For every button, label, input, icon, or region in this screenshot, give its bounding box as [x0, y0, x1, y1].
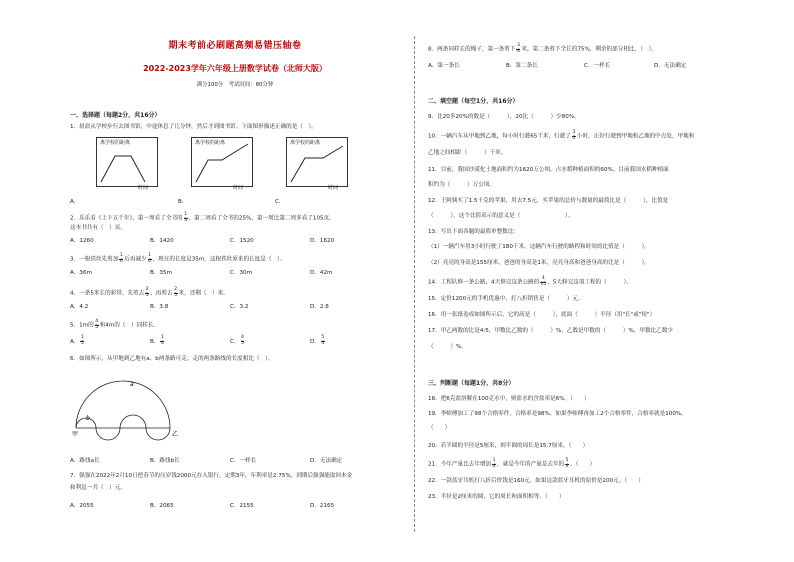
q1-graph-a — [96, 137, 158, 191]
q12-line2: （ ），这个比值表示的意义是（ ）。 — [428, 213, 574, 219]
exam-subtitle: 2022-2023学年六年级上册数学试卷（北师大版） — [143, 64, 327, 73]
graph-axis-label: 时间 — [233, 185, 244, 191]
q3-option-b[interactable]: B．35m — [150, 270, 172, 276]
q19-line2: （ ） — [428, 425, 451, 431]
q5-option-d[interactable]: D． $\frac{5}{4}$ — [310, 335, 325, 346]
q7-line2: 和利息一共（ ）元。 — [70, 485, 126, 491]
q1-option-b[interactable]: B． — [178, 199, 188, 205]
q8-option-b[interactable]: B．第二条长 — [506, 63, 538, 69]
graph-c-line — [291, 146, 343, 182]
q23-text: 23．半径是2厘米的圆，它的周长和面积相等。（ ） — [428, 494, 565, 500]
q6-option-c[interactable]: C．一样长 — [230, 458, 257, 464]
graph-b-line — [196, 144, 248, 182]
q14-text: 14．工程队修一条公路，4天修完这条公路的 $\frac{4}{15}$ ，5天修完这项工程的（ ）。 — [428, 276, 632, 287]
q22-text: 22．一款蓝牙耳机打八折后价钱是160元，如果这款蓝牙耳机的原价是200元。（ ） — [428, 478, 644, 484]
q10-fraction: $\frac{3}{5}$ — [572, 130, 576, 141]
q4-option-d[interactable]: D．2.8 — [310, 304, 329, 310]
q6-route-diagram — [72, 370, 182, 452]
q6-option-d[interactable]: D．无法确定 — [310, 458, 343, 464]
q5-option-b[interactable]: B． $\frac{1}{4}$ — [150, 335, 164, 346]
q7-line1: 7．强强在2022年2月10日把春节的压岁钱2000元存入银行，定期3年，年利率是2.75%，到期后强强能取回本金 — [70, 473, 353, 479]
q7-option-a[interactable]: A．2055 — [70, 503, 94, 509]
q2-option-c[interactable]: C．1520 — [230, 238, 254, 244]
q4-text: 4．一条5米长的彩带，先剪去 $\frac{2}{5}$ ，再剪去 $\frac{2}{5}$ 米，还剩（ ）米。 — [70, 287, 229, 298]
q3-text: 3．一根铁丝先剪加 $\frac{1}{6}$ 后再减少 $\frac{1}{6}$ ，现在的长度是35m，这根铁丝原来的长度是（ ）。 — [70, 253, 286, 264]
q15-text: 15．定价1200元的手机优惠中，打八折销售是（ ）元。 — [428, 296, 584, 302]
q17-line2: （ ）%。 — [428, 344, 467, 350]
q1-option-c[interactable]: C． — [275, 199, 285, 205]
graph-axis-label: 时间 — [138, 185, 149, 191]
q2-text-b: ，第二周看了全书的25%，第一周比第二周多看了105页， — [188, 215, 335, 222]
q6-option-b[interactable]: B．路线b长 — [150, 458, 180, 464]
q13-line1: 13．写出下面各题的最简单整数比： — [428, 229, 520, 235]
q7-option-b[interactable]: B．2065 — [150, 503, 174, 509]
q4-option-a[interactable]: A．4.2 — [70, 304, 89, 310]
q3-option-c[interactable]: C．30m — [230, 270, 253, 276]
q21-fraction-2: $\frac{5}{4}$ — [565, 458, 569, 469]
q17-line1: 17．甲乙两数的比是4:5，甲数比乙数的（ ）%，乙数是甲数的（ ）%，甲数比乙数少 — [428, 328, 673, 334]
q14-fraction: $\frac{4}{15}$ — [540, 276, 547, 287]
q19-line1: 19．李师傅加工了98个合格零件，合格率是98%。如果李师傅再加工2个合格零件，合格率就是100%。 — [428, 411, 687, 417]
q13-line2: （1）一辆汽车用3小时行驶了180千米，这辆汽车行驶的路程和时间的比值是（ ）。 — [428, 244, 650, 250]
graph-a-plot — [97, 138, 157, 186]
route-a-arc — [76, 381, 170, 428]
q21-text: 21．今年产量比去年增加 $\frac{1}{4}$ ，就是今年的产量是去年的 $\frac{5}{4}$ 。（ ） — [428, 458, 596, 469]
graph-title: 离学校的距离 — [290, 140, 321, 146]
q4-option-b[interactable]: B．3.8 — [150, 304, 169, 310]
q8-option-a[interactable]: A．第一条长 — [428, 63, 460, 69]
q4-fraction-1: $\frac{2}{5}$ — [145, 287, 149, 298]
q7-option-d[interactable]: D．2165 — [310, 503, 335, 509]
q9-text: 9．比20多20%的数是（ ），20比（ ）少80%。 — [428, 114, 580, 120]
graph-title: 离学校的距离 — [195, 140, 226, 146]
q3-option-d[interactable]: D．42m — [310, 270, 333, 276]
q2-line2: 这本书共有（ ）页。 — [70, 225, 126, 231]
section-judge-heading: 三、判断题（每题1分，共8分） — [428, 380, 515, 387]
q4-fraction-2: $\frac{2}{5}$ — [174, 287, 178, 298]
q13-line3: （2）亮亮的身高是155厘米，爸爸的身高是1米，亮亮身高和爸爸身高的比是（ ）。 — [428, 260, 650, 266]
q2-text-a: 2．乐乐看《上下五千年》，第一周看了全书的 — [70, 215, 183, 222]
q6-text: 6．如图所示，从甲地到乙地有a、b两条路可走，走的两条路线的长度相比（ ）。 — [70, 356, 274, 362]
q8-text: 8．两条同样长的绳子，第一条剪下 $\frac{3}{4}$ 米，第二条剪下全长的75%，剩余的部分相比，（ ）。 — [428, 43, 657, 54]
q11-line1: 11．目前，我国沙漠化土地面积约为1620万公顷，占水稻种植面积的60%。目前我国水稻种植面 — [428, 167, 669, 173]
q8-option-c[interactable]: C．一样长 — [584, 63, 611, 69]
q10-line2: 乙地之间相距（ ）千米。 — [428, 150, 507, 156]
q3-fraction-1: $\frac{1}{6}$ — [119, 253, 123, 264]
q12-line1: 12．王阿姨买了1.5千克的苹果，用去7.5元，买苹果的总价与数量的最简比是（ ），比值是 — [428, 198, 669, 204]
q16-text: 16．用一张纸卷成如图所示后，它的高是（ ），底面（ ）半径（用"长"或"短"） — [428, 312, 656, 318]
q5-text: 5．1m的 $\frac{4}{5}$ 和4m的（ ）同样长。 — [70, 319, 160, 330]
section-fill-heading: 二、填空题（每空1分，共16分） — [428, 98, 519, 105]
q2-fraction: $\frac{1}{3}$ — [184, 212, 188, 223]
graph-title: 离学校的距离 — [100, 140, 131, 146]
label-b: b — [86, 415, 90, 422]
graph-axis-label: 时间 — [328, 185, 339, 191]
q3-fraction-2: $\frac{1}{6}$ — [148, 253, 152, 264]
q10-line1: 10．一辆汽车从甲地到乙地，每小时行驶65千米，行驶了 $\frac{3}{5}$ 小时，正好行驶到甲地和乙地的中点处，甲地和 — [428, 130, 695, 141]
q21-fraction-1: $\frac{1}{4}$ — [492, 458, 496, 469]
graph-c-plot — [287, 138, 347, 186]
q2-line1 — [70, 213, 335, 223]
q20-text: 20．若半圆的半径是5厘米，则半圆的周长是15.7厘米。（ ） — [428, 443, 589, 449]
label-end: 乙 — [172, 431, 179, 438]
q5-option-a[interactable]: A． $\frac{1}{5}$ — [70, 335, 84, 346]
section-choice-heading: 一、选择题（每题2分，共16分） — [70, 112, 161, 119]
graph-a-line — [101, 156, 145, 182]
route-b-arcs — [76, 415, 170, 440]
column-divider — [414, 36, 415, 532]
q8-option-d[interactable]: D．无法确定 — [654, 63, 687, 69]
q1-option-a[interactable]: A． — [70, 199, 80, 205]
q2-option-b[interactable]: B．1420 — [150, 238, 174, 244]
q8-fraction: $\frac{3}{4}$ — [516, 43, 520, 54]
q1-text: 1．晨晨从学校步行去图书馆，中途休息了几分钟，然后才到图书馆。下面图形描述正确的是（ ）。 — [70, 124, 317, 130]
q2-option-a[interactable]: A．1260 — [70, 238, 94, 244]
label-a: a — [130, 381, 134, 388]
exam-meta: 满分100分 考试时间：80分钟 — [196, 82, 274, 88]
q3-option-a[interactable]: A．36m — [70, 270, 92, 276]
q5-option-c[interactable]: C． $\frac{4}{5}$ — [230, 335, 244, 346]
q1-graph-b — [191, 137, 253, 191]
label-start: 甲 — [72, 431, 79, 438]
q1-graph-c — [286, 137, 348, 191]
q11-line2: 积约为（ ）万公顷。 — [428, 182, 496, 188]
q18-text: 18．把6克盐溶解在100克水中，则盐水的含盐率是6%。（ ） — [428, 396, 590, 402]
q2-option-d[interactable]: D．1620 — [310, 238, 335, 244]
graph-b-plot — [192, 138, 252, 186]
q7-option-c[interactable]: C．2155 — [230, 503, 254, 509]
q5-fraction: $\frac{4}{5}$ — [95, 319, 99, 330]
q6-option-a[interactable]: A．路线a长 — [70, 458, 100, 464]
exam-title: 期末考前必刷题高频易错压轴卷 — [168, 41, 302, 51]
q4-option-c[interactable]: C．3.2 — [230, 304, 249, 310]
